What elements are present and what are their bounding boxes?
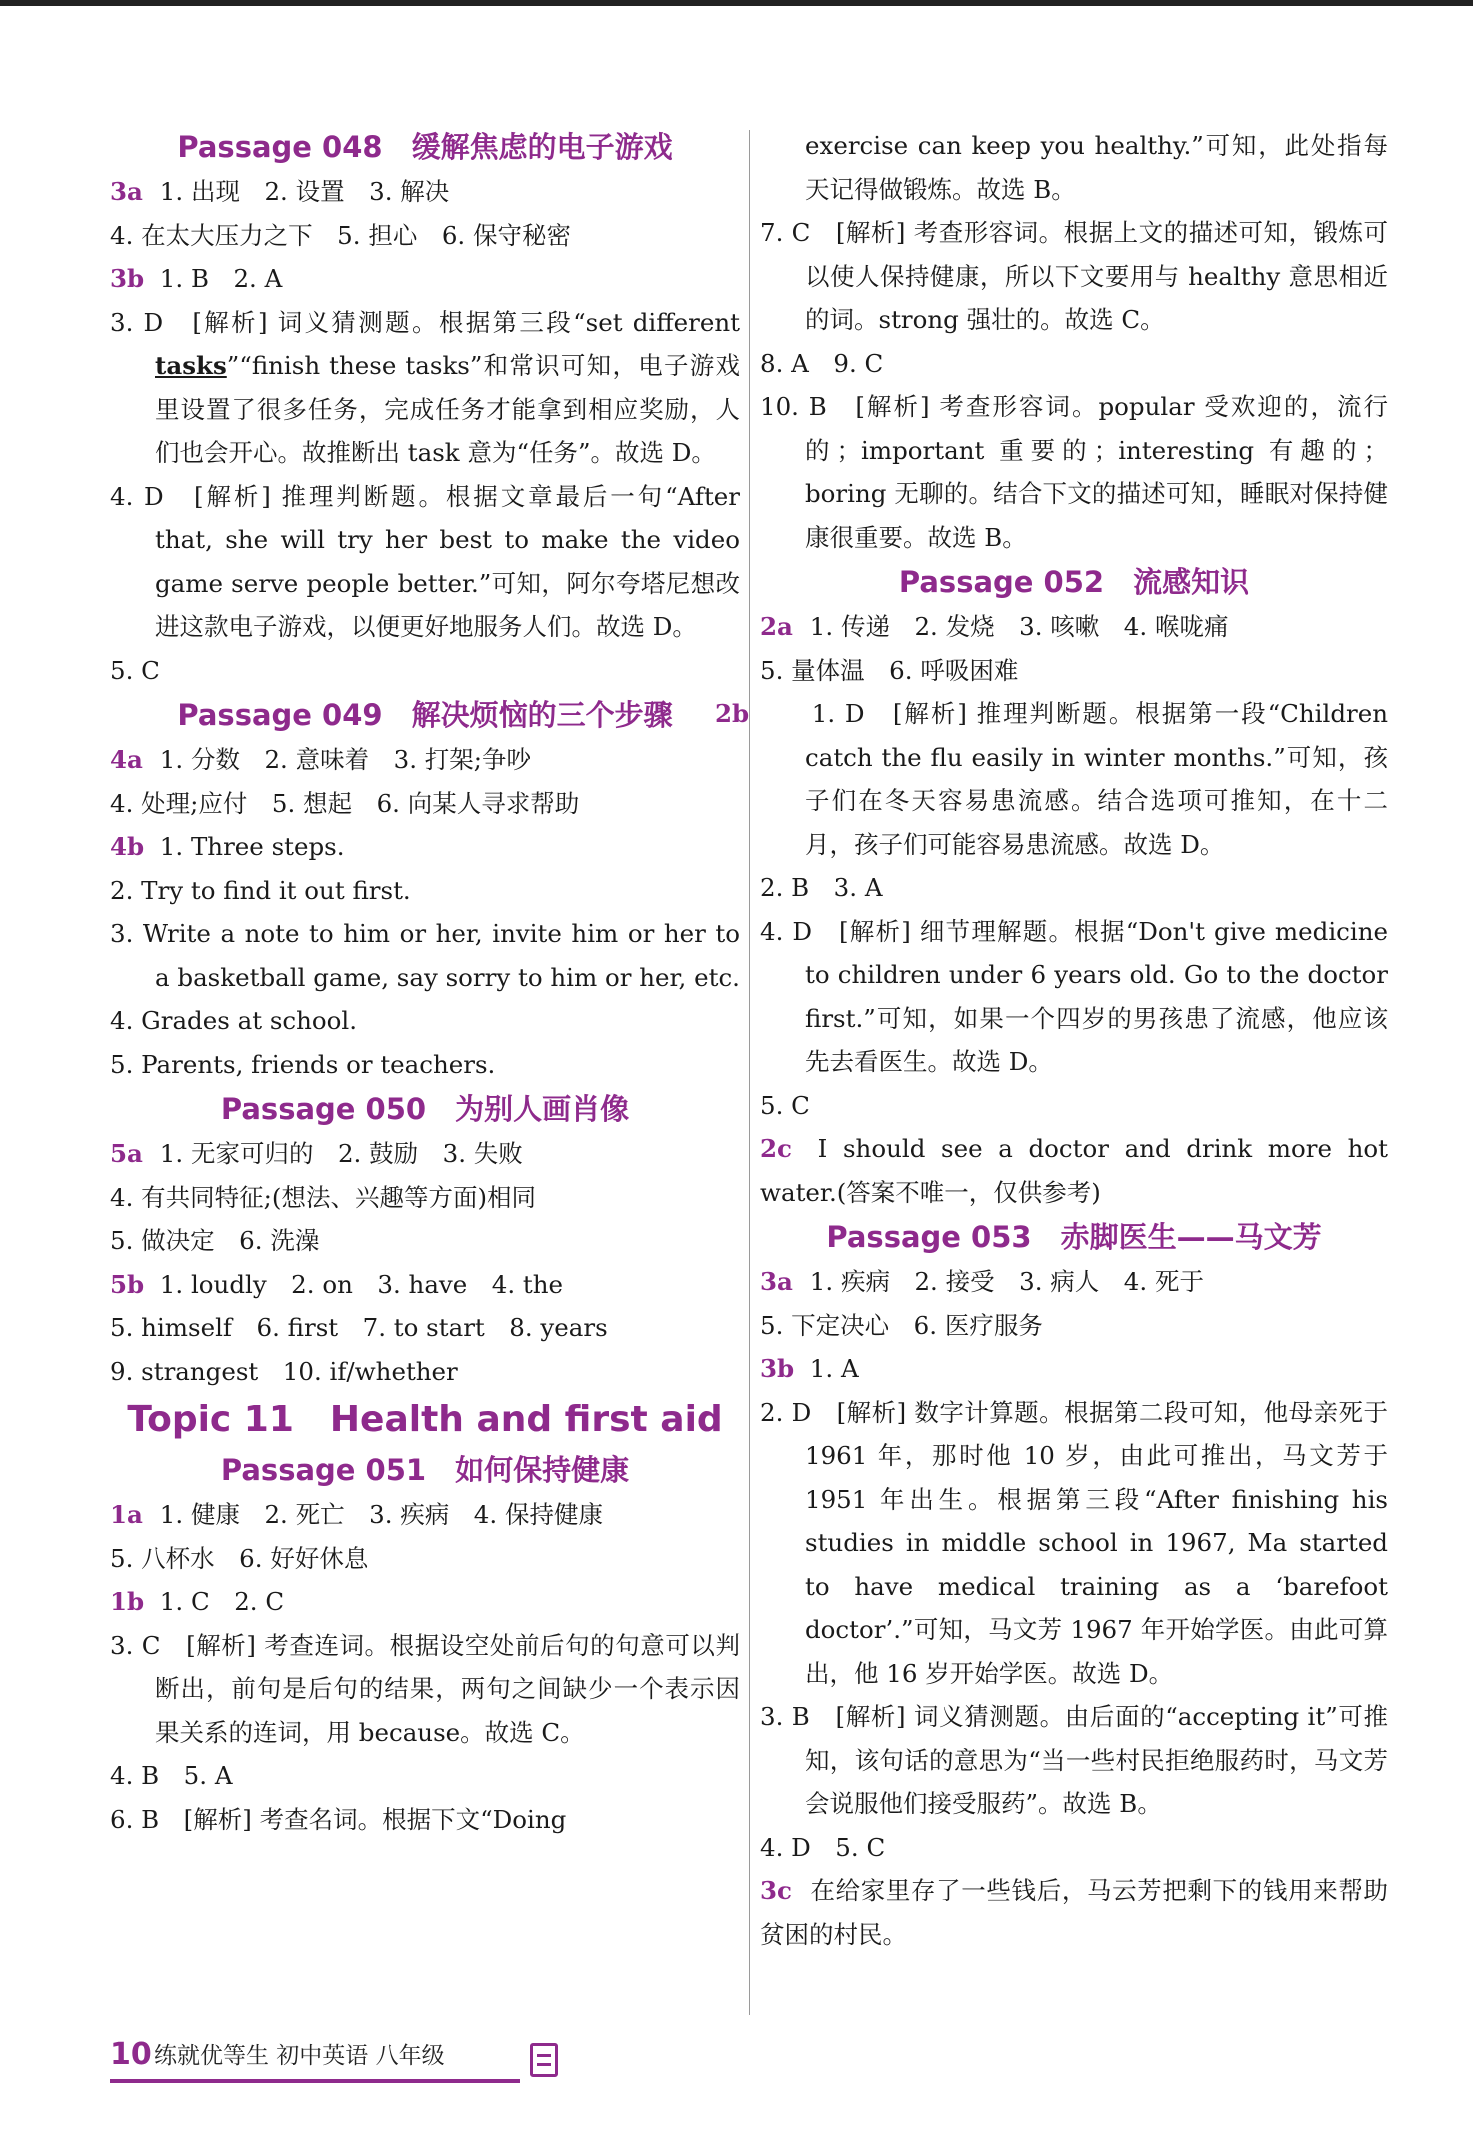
answer-text: 3. D [解析] 词义猜测题。根据第三段“set different (110, 307, 740, 337)
answer-text: 1. 疾病 2. 接受 3. 病人 4. 死于 (809, 1267, 1204, 1296)
answer-r3a-line2: 5. 下定决心 6. 医疗服务 (760, 1310, 1043, 1340)
answer-r3a-line1 (760, 1260, 1388, 1304)
answer-048-4: 4. D [解析] 推理判断题。根据文章最后一句“After that, she will try her best to make the video game serve people better.”可知，阿尔夸塔尼想改进这款电子游戏，以便更好地服务人们。故选 D。 (110, 481, 740, 641)
answer-text: ”“finish these tasks”和常识可知，电子游戏里设置了很多任务，完成任务才能拿到相应奖励，人们也会开心。故推断出 task 意为“任务”。故选 D。 (155, 351, 740, 467)
answer-text: 1. 出现 2. 设置 3. 解决 (159, 177, 450, 206)
answer-5b-line2: 5. himself 6. first 7. to start 8. years (110, 1313, 608, 1342)
answer-051-8: 8. A 9. C (760, 348, 884, 378)
answer-4b-3: 3. Write a note to him or her, invite him or her to a basketball game, say sorry to him or her, etc. (110, 919, 740, 992)
label-4b: 4b (110, 832, 145, 861)
answer-4b-4: 4. Grades at school. (110, 1006, 358, 1035)
answer-3a-line2: 4. 在太大压力之下 5. 担心 6. 保守秘密 (110, 220, 571, 250)
answer-2a-line2: 5. 量体温 6. 呼吸困难 (760, 655, 1019, 685)
answer-051-7: 7. C [解析] 考查形容词。根据上文的描述可知，锻炼可以使人保持健康，所以下文要用与 healthy 意思相近的词。strong 强壮的。故选 C。 (760, 218, 1388, 334)
label-2b: 2b (715, 699, 750, 728)
answer-051-4: 4. B 5. A (110, 1761, 233, 1790)
answer-r3c (760, 1869, 1388, 1956)
answer-4a-line2: 4. 处理;应付 5. 想起 6. 向某人寻求帮助 (110, 788, 580, 818)
answer-text: 1. 健康 2. 死亡 3. 疾病 4. 保持健康 (159, 1500, 603, 1529)
answer-051-6-continued: exercise can keep you healthy.”可知，此处指每天记得做锻炼。故选 B。 (805, 131, 1388, 204)
answer-1a-line1 (110, 1493, 740, 1537)
answer-051-10: 10. B [解析] 考查形容词。popular 受欢迎的，流行的；important 重要的；interesting 有趣的；boring 无聊的。结合下文的描述可知，睡眠对保持健康很重要。故选 B。 (760, 392, 1388, 552)
label-2c: 2c (760, 1134, 792, 1163)
answer-text: 1. C 2. C (159, 1587, 285, 1616)
answer-text: 1. 传递 2. 发烧 3. 咳嗽 4. 喉咙痛 (809, 612, 1229, 641)
answer-5b-line1 (110, 1263, 740, 1307)
answer-052-4: 4. D [解析] 细节理解题。根据“Don't give medicine to children under 6 years old. Go to the doctor first.”可知，如果一个四岁的男孩患了流感，他应该先去看医生。故选 D。 (760, 916, 1388, 1076)
book-title: 练就优等生 初中英语 八年级 (154, 2043, 445, 2069)
answer-text: 1. 无家可归的 2. 鼓励 3. 失败 (159, 1139, 523, 1168)
answer-text: 1. B 2. A (159, 264, 283, 293)
answer-051-3: 3. C [解析] 考查连词。根据设空处前后句的句意可以判断出，前句是后句的结果，两句之间缺少一个表示因果关系的连词，用 because。故选 C。 (110, 1630, 740, 1747)
topic-11-title: Topic 11 Health and first aid (127, 1399, 723, 1440)
answer-1b-line1 (110, 1580, 740, 1624)
answer-text: 1. loudly 2. on 3. have 4. the (159, 1269, 564, 1299)
answer-053-4: 4. D 5. C (760, 1832, 886, 1862)
top-border (0, 0, 1473, 6)
answer-4b-line1 (110, 825, 740, 869)
label-3a: 3a (110, 177, 143, 206)
answer-5a-line2: 4. 有共同特征;(想法、兴趣等方面)相同 (110, 1182, 537, 1212)
answer-052-5: 5. C (760, 1090, 810, 1120)
page-footer (110, 2035, 630, 2097)
answer-4a-line1 (110, 738, 740, 782)
answer-053-2: 2. D [解析] 数字计算题。根据第二段可知，他母亲死于 1961 年，那时他 10 岁，由此可推出，马文芳于 1951 年出生。根据第三段“After finishing his studies in middle school in 1967, Ma started to have medical training as a ‘barefoot doctor’.”可知，马文芳 1967 年开始学医。由此可算出，他 16 岁开始学医。故选 D。 (760, 1397, 1388, 1688)
label-3c: 3c (760, 1876, 792, 1905)
passage-052-title: Passage 052 流感知识 (898, 565, 1250, 599)
answer-5a-line3: 5. 做决定 6. 洗澡 (110, 1226, 320, 1255)
answer-text: 1. D [解析] 推理判断题。根据第一段“Children catch the flu easily in winter months.”可知，孩子们在冬天容易患流感。结合选项可推知，在十二月，孩子们可能容易患流感。故选 D。 (805, 699, 1388, 859)
answer-4b-2: 2. Try to find it out first. (110, 875, 411, 905)
answer-048-5: 5. C (110, 655, 160, 685)
column-divider (749, 130, 750, 2015)
passage-051-title: Passage 051 如何保持健康 (220, 1453, 630, 1487)
answer-2c (760, 1127, 1388, 1214)
page-number: 10 (110, 2037, 152, 2072)
label-4a: 4a (110, 745, 143, 774)
footer-rule (110, 2079, 520, 2083)
answer-text: 1. A (809, 1354, 859, 1383)
answer-3a-line1 (110, 170, 740, 214)
label-2a: 2a (760, 612, 793, 641)
answer-5b-line3: 9. strangest 10. if/whether (110, 1356, 458, 1386)
answer-2a-line1 (760, 605, 1388, 649)
passage-053-title: Passage 053 赤脚医生——马文芳 (826, 1220, 1322, 1254)
answer-053-3: 3. B [解析] 词义猜测题。由后面的“accepting it”可推知，该句话的意思为“当一些村民拒绝服药时，马文芳会说服他们接受服药”。故选 B。 (760, 1702, 1388, 1818)
label-3a: 3a (760, 1267, 793, 1296)
answer-r3b-line1 (760, 1347, 1388, 1391)
label-1a: 1a (110, 1500, 143, 1529)
answer-text: 在给家里存了一些钱后，马云芳把剩下的钱用来帮助贫困的村民。 (760, 1876, 1388, 1949)
label-5a: 5a (110, 1139, 143, 1168)
answer-text: 1. Three steps. (159, 832, 345, 861)
answer-text: I should see a doctor and drink more hot water.(答案不唯一，仅供参考) (760, 1134, 1389, 1207)
answer-052-2: 2. B 3. A (760, 873, 883, 902)
answer-3b-line1 (110, 257, 740, 301)
label-1b: 1b (110, 1587, 145, 1616)
answer-048-3 (110, 301, 740, 475)
right-column (715, 124, 1389, 1956)
answer-2b-1 (715, 692, 1388, 866)
answer-4b-5: 5. Parents, friends or teachers. (110, 1049, 496, 1079)
answer-text: 1. 分数 2. 意味着 3. 打架;争吵 (159, 745, 532, 774)
passage-050-title: Passage 050 为别人画肖像 (220, 1092, 630, 1126)
label-3b: 3b (760, 1354, 795, 1383)
passage-049-title: Passage 049 解决烦恼的三个步骤 (177, 698, 673, 732)
left-column (110, 124, 740, 1841)
book-icon (530, 2043, 558, 2077)
passage-048-title: Passage 048 缓解焦虑的电子游戏 (177, 130, 673, 164)
keyword-tasks: tasks (155, 351, 227, 380)
answer-5a-line1 (110, 1132, 740, 1176)
label-5b: 5b (110, 1269, 145, 1299)
answer-051-6: 6. B [解析] 考查名词。根据下文“Doing (110, 1804, 567, 1834)
label-3b: 3b (110, 264, 145, 293)
answer-1a-line2: 5. 八杯水 6. 好好休息 (110, 1543, 369, 1573)
